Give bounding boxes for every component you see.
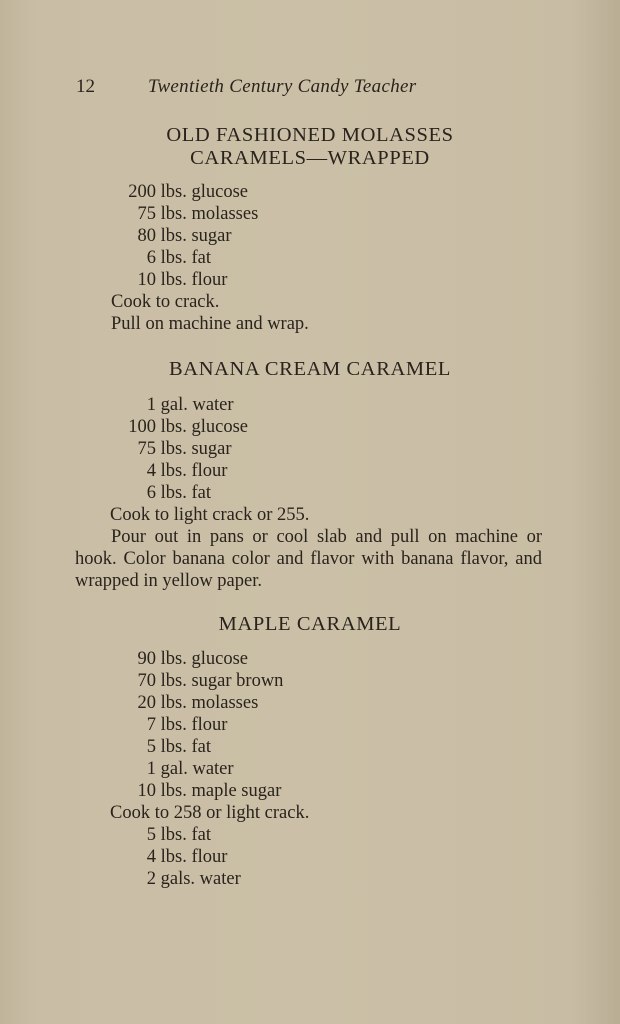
ingredient-line	[112, 225, 232, 247]
ingredient-line	[112, 247, 211, 269]
ingredient-qty: 4	[146, 461, 156, 481]
ingredient-qty: 10	[137, 781, 156, 801]
ingredient-item: gal. water	[160, 759, 234, 779]
ingredient-line	[112, 203, 258, 225]
ingredient-item: lbs. flour	[160, 715, 228, 735]
ingredient-line	[112, 438, 232, 460]
ingredient-line	[112, 846, 227, 868]
ingredient-item: lbs. molasses	[160, 204, 259, 224]
ingredient-item: lbs. flour	[160, 847, 228, 867]
ingredient-line	[112, 670, 283, 692]
ingredient-item: lbs. fat	[160, 248, 211, 268]
ingredient-line	[112, 868, 241, 890]
ingredient-item: lbs. fat	[160, 483, 211, 503]
recipe-title-line-1: OLD FASHIONED MOLASSES	[166, 124, 454, 146]
ingredient-line	[112, 460, 227, 482]
ingredient-item: lbs. maple sugar	[160, 781, 282, 801]
ingredient-item: lbs. sugar	[160, 439, 232, 459]
ingredient-qty: 5	[146, 825, 156, 845]
ingredient-item: lbs. glucose	[160, 649, 248, 669]
page-number: 12	[76, 76, 95, 97]
ingredient-qty: 10	[137, 270, 156, 290]
ingredient-qty: 5	[146, 737, 156, 757]
ingredient-line	[112, 736, 211, 758]
ingredient-line	[112, 269, 227, 291]
ingredient-qty: 2	[146, 869, 156, 889]
ingredient-qty: 6	[146, 483, 156, 503]
ingredient-qty: 75	[137, 204, 156, 224]
ingredient-qty: 80	[137, 226, 156, 246]
ingredient-item: lbs. glucose	[160, 417, 248, 437]
running-title: Twentieth Century Candy Teacher	[148, 76, 417, 97]
ingredient-item: lbs. molasses	[160, 693, 259, 713]
ingredient-qty: 200	[128, 182, 156, 202]
ingredient-line	[112, 181, 248, 203]
ingredient-qty: 20	[137, 693, 156, 713]
ingredient-qty: 70	[137, 671, 156, 691]
ingredient-line	[112, 758, 234, 780]
ingredient-qty: 4	[146, 847, 156, 867]
ingredient-line	[112, 780, 281, 802]
ingredient-item: lbs. sugar	[160, 226, 232, 246]
instruction-paragraph: Pour out in pans or cool slab and pull on machine or hook. Color banana color and flavor with banana flavor, and wrapped in yellow paper.	[75, 527, 542, 591]
recipe-title-line-2: CARAMELS—WRAPPED	[190, 147, 430, 169]
ingredient-qty: 90	[137, 649, 156, 669]
ingredient-line	[112, 692, 258, 714]
instruction-line: Cook to 258 or light crack.	[110, 803, 310, 823]
ingredient-qty: 1	[146, 759, 156, 779]
recipe-title: MAPLE CARAMEL	[218, 613, 402, 635]
ingredient-item: lbs. fat	[160, 825, 211, 845]
ingredient-line	[112, 714, 227, 736]
ingredient-line	[112, 394, 234, 416]
ingredient-item: gal. water	[160, 395, 234, 415]
ingredient-line	[112, 416, 248, 438]
ingredient-qty: 7	[146, 715, 156, 735]
recipe-title: BANANA CREAM CARAMEL	[169, 358, 451, 380]
ingredient-item: gals. water	[160, 869, 241, 889]
ingredient-line	[112, 824, 211, 846]
ingredient-item: lbs. sugar brown	[160, 671, 284, 691]
ingredient-item: lbs. fat	[160, 737, 211, 757]
ingredient-qty: 75	[137, 439, 156, 459]
ingredient-qty: 100	[128, 417, 156, 437]
page-header	[76, 76, 496, 102]
instruction-line: Pull on machine and wrap.	[111, 314, 309, 334]
instruction-line: Cook to crack.	[111, 292, 220, 312]
instruction-line: Cook to light crack or 255.	[110, 505, 310, 525]
ingredient-item: lbs. flour	[160, 270, 228, 290]
ingredient-qty: 1	[146, 395, 156, 415]
ingredient-item: lbs. glucose	[160, 182, 248, 202]
ingredient-qty: 6	[146, 248, 156, 268]
ingredient-line	[112, 648, 248, 670]
ingredient-item: lbs. flour	[160, 461, 228, 481]
ingredient-line	[112, 482, 211, 504]
